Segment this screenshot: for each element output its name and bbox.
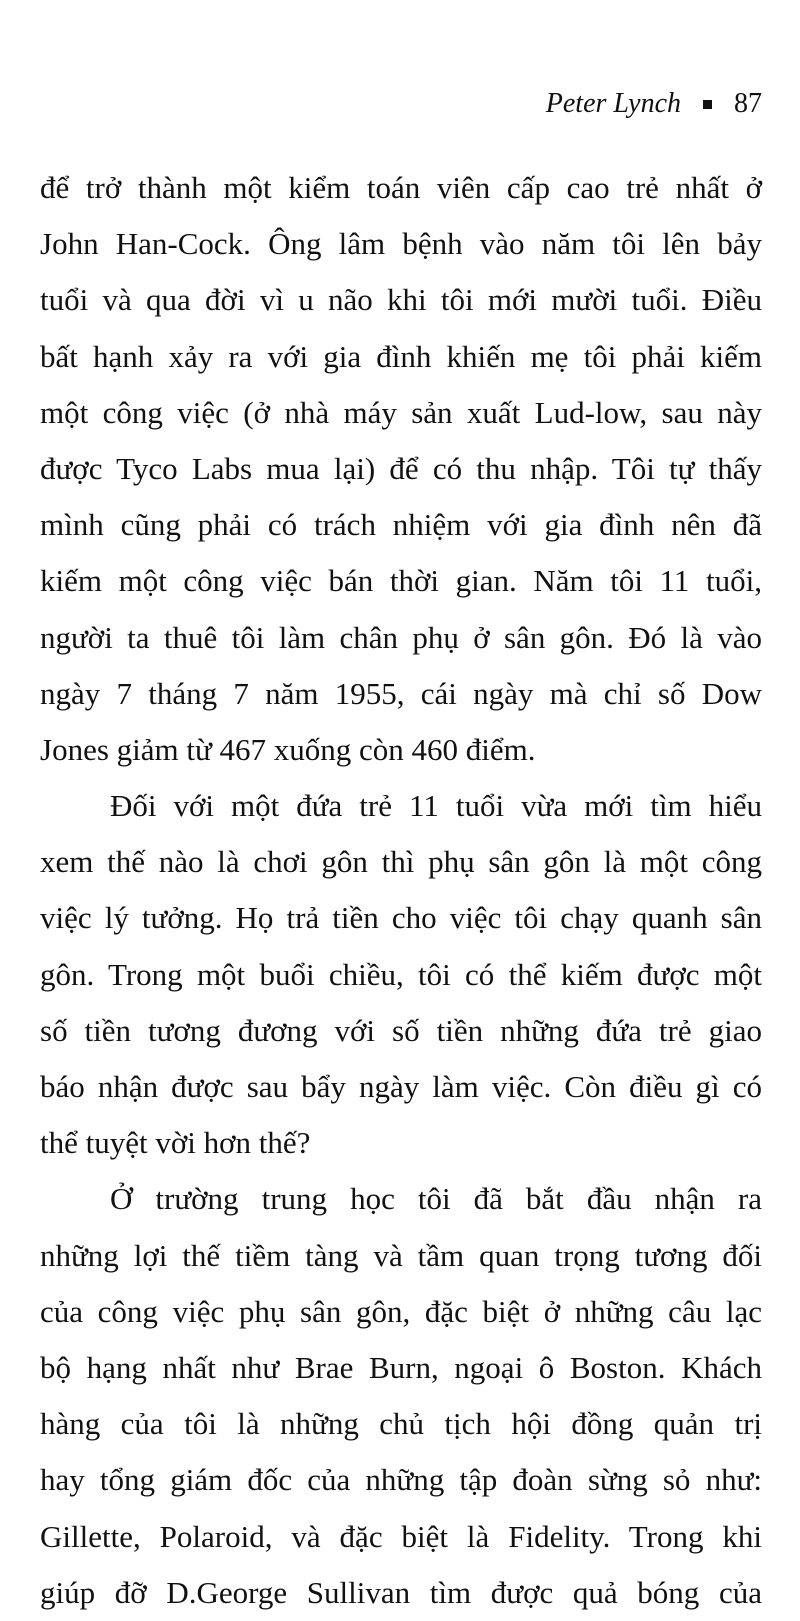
text-line: một công việc (ở nhà máy sản xuất Lud-low, sau này xyxy=(40,394,762,430)
text-line: hàng của tôi là những chủ tịch hội đồng quản trị xyxy=(40,1406,762,1442)
text-line: người ta thuê tôi làm chân phụ ở sân gôn. Đó là vào xyxy=(40,619,762,655)
square-bullet-icon xyxy=(703,100,712,109)
text-line: giúp đỡ D.George Sullivan tìm được quả bóng của xyxy=(40,1574,762,1610)
page-body-text xyxy=(40,160,762,1621)
text-line: số tiền tương đương với số tiền những đứa trẻ giao xyxy=(40,1012,762,1048)
text-line: để trở thành một kiểm toán viên cấp cao trẻ nhất ở xyxy=(40,170,762,205)
text-line: việc lý tưởng. Họ trả tiền cho việc tôi chạy quanh sân xyxy=(40,900,762,936)
text-line: Gillette, Polaroid, và đặc biệt là Fidelity. Trong khi xyxy=(40,1518,762,1554)
text-line: tuổi và qua đời vì u não khi tôi mới mười tuổi. Điều xyxy=(40,282,762,318)
text-line: bộ hạng nhất như Brae Burn, ngoại ô Boston. Khách xyxy=(40,1349,762,1385)
text-line: Ở trường trung học tôi đã bắt đầu nhận ra xyxy=(110,1181,762,1217)
text-line: gôn. Trong một buổi chiều, tôi có thể kiếm được một xyxy=(40,956,762,992)
text-line: Đối với một đứa trẻ 11 tuổi vừa mới tìm hiểu xyxy=(110,788,762,824)
running-title: Peter Lynch xyxy=(545,88,681,119)
text-line: của công việc phụ sân gôn, đặc biệt ở những câu lạc xyxy=(40,1293,762,1329)
text-line: được Tyco Labs mua lại) để có thu nhập. Tôi tự thấy xyxy=(40,450,762,486)
text-line: xem thế nào là chơi gôn thì phụ sân gôn là một công xyxy=(40,844,762,880)
text-line: Jones giảm từ 467 xuống còn 460 điểm. xyxy=(40,731,536,767)
text-line: báo nhận được sau bẩy ngày làm việc. Còn điều gì có xyxy=(40,1069,762,1104)
text-line: hay tổng giám đốc của những tập đoàn sừng sỏ như: xyxy=(40,1462,762,1498)
text-line: mình cũng phải có trách nhiệm với gia đình nên đã xyxy=(40,507,762,543)
running-header xyxy=(546,88,762,120)
text-line: bất hạnh xảy ra với gia đình khiến mẹ tôi phải kiếm xyxy=(40,338,762,374)
text-line: ngày 7 tháng 7 năm 1955, cái ngày mà chỉ số Dow xyxy=(40,675,762,711)
page-number: 87 xyxy=(734,88,762,119)
text-line: những lợi thế tiềm tàng và tầm quan trọng tương đối xyxy=(40,1237,762,1273)
text-line: John Han-Cock. Ông lâm bệnh vào năm tôi lên bảy xyxy=(40,226,762,262)
text-line: thể tuyệt vời hơn thế? xyxy=(40,1125,311,1161)
text-line: kiếm một công việc bán thời gian. Năm tôi 11 tuổi, xyxy=(40,563,762,599)
